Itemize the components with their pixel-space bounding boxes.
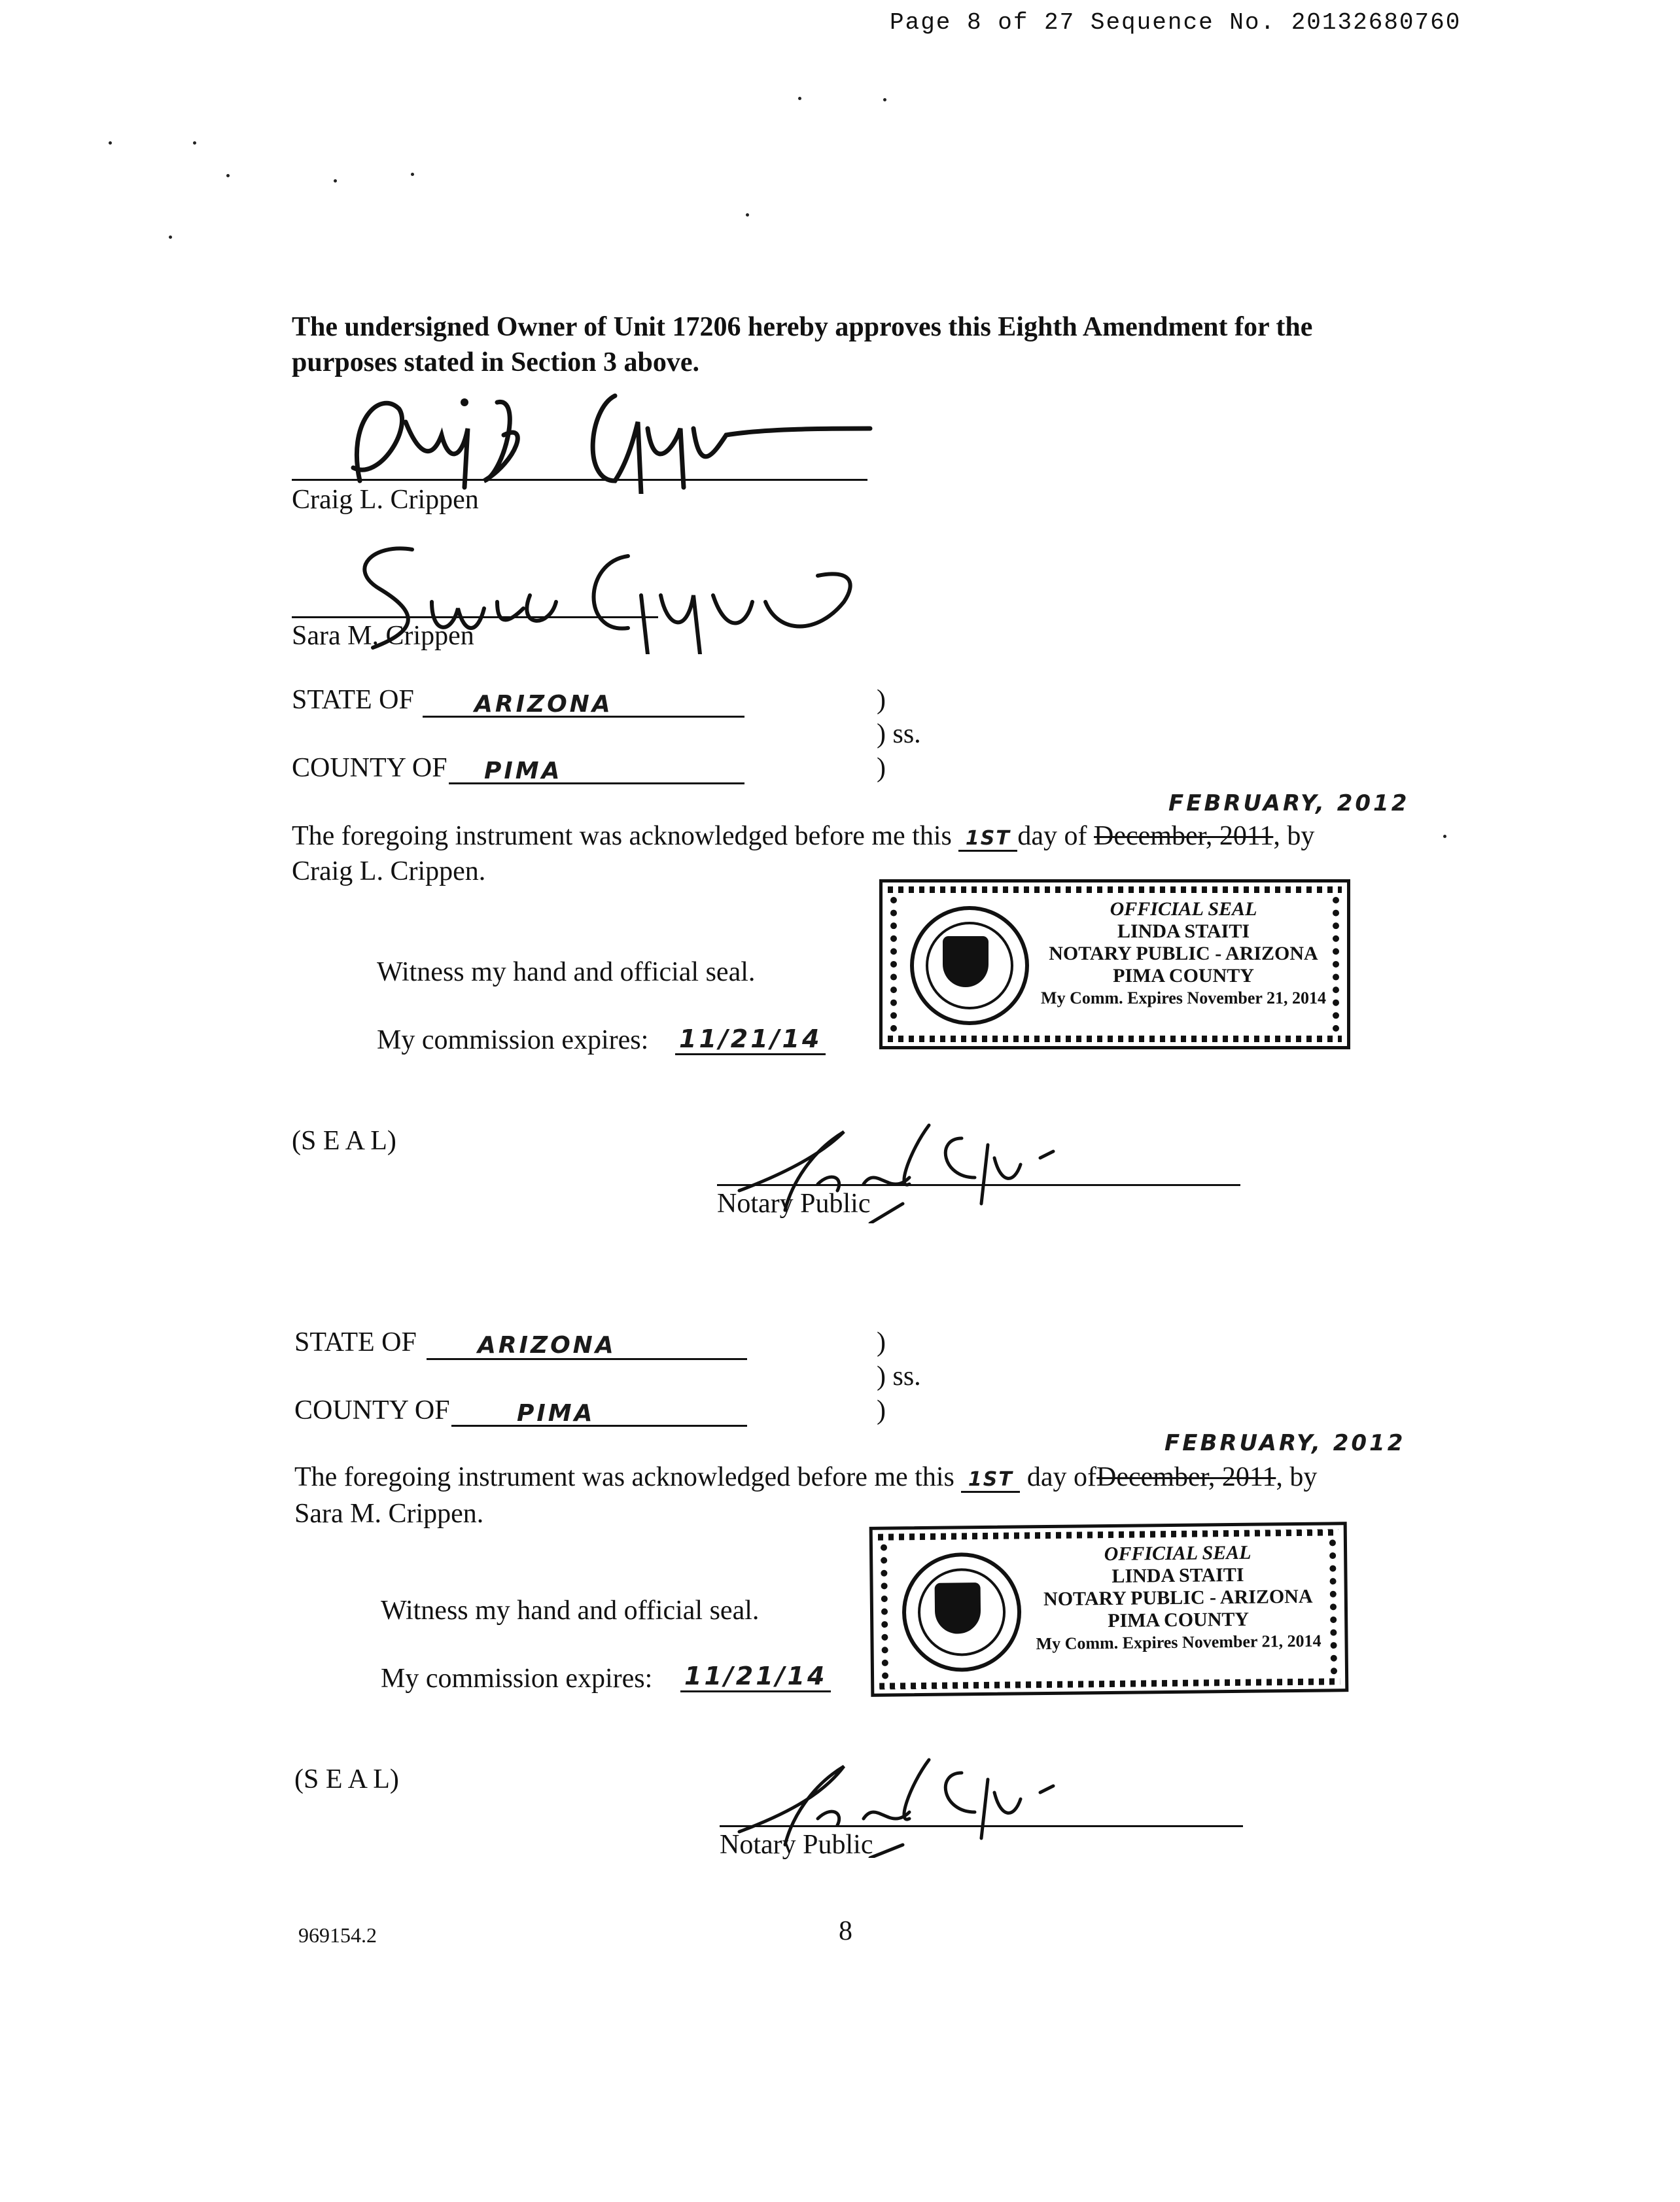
- inserted-date-2: FEBRUARY, 2012: [1164, 1430, 1406, 1456]
- signer-name-2: Sara M. Crippen: [292, 621, 474, 651]
- seal-label-2: (S E A L): [294, 1764, 399, 1794]
- scan-speck: [411, 173, 414, 176]
- scan-speck: [169, 236, 172, 239]
- signer-name-1: Craig L. Crippen: [292, 485, 479, 515]
- commission-value-2: 11/21/14: [680, 1662, 831, 1692]
- county-label-2: COUNTY OF: [294, 1395, 450, 1425]
- seal-text-2: [1027, 1541, 1329, 1655]
- witness-2: Witness my hand and official seal.: [381, 1596, 760, 1626]
- signature-line-1: [292, 479, 867, 481]
- seal-line-2: LINDA STAITI: [1111, 1564, 1244, 1587]
- ss-2: ) ss.: [877, 1361, 921, 1391]
- paren-1b: ): [877, 753, 886, 783]
- approval-line-1: The undersigned Owner of Unit 17206 hereby approves this Eighth Amendment for the: [292, 312, 1313, 342]
- commission-value-1: 11/21/14: [675, 1024, 826, 1055]
- ack-sentence-1: [292, 820, 1314, 852]
- scan-speck: [193, 141, 196, 145]
- state-label-2: STATE OF: [294, 1327, 417, 1357]
- seal-text-1: [1033, 898, 1334, 1009]
- craig-signature: [307, 383, 883, 494]
- witness-1: Witness my hand and official seal.: [377, 957, 756, 987]
- ack-sentence-1a: The foregoing instrument was acknowledged before me this: [292, 821, 952, 851]
- scan-speck: [334, 179, 337, 183]
- scan-speck: [746, 213, 749, 217]
- notary-sign-line-1: [717, 1184, 1240, 1186]
- ack-sentence-1c: , by: [1273, 821, 1315, 851]
- county-value-2: PIMA: [517, 1400, 595, 1427]
- ack-sentence-1b: day of: [1017, 821, 1087, 851]
- seal-line-3: NOTARY PUBLIC - ARIZONA: [1043, 1585, 1313, 1611]
- scan-speck: [883, 98, 886, 101]
- seal-line-4: PIMA COUNTY: [1108, 1608, 1250, 1632]
- seal-line-2: LINDA STAITI: [1117, 920, 1250, 942]
- scan-speck: [226, 174, 230, 177]
- page-sequence-header: Page 8 of 27 Sequence No. 20132680760: [890, 9, 1461, 36]
- state-value-1: ARIZONA: [474, 691, 613, 718]
- day-value-1: 1ST: [958, 827, 1017, 852]
- seal-line-5: My Comm. Expires November 21, 2014: [1036, 1631, 1321, 1654]
- notary-label-1: Notary Public: [717, 1189, 871, 1219]
- commission-label-1: My commission expires:: [377, 1025, 649, 1055]
- seal-line-4: PIMA COUNTY: [1113, 965, 1254, 987]
- notary-seal-2: [869, 1522, 1349, 1697]
- seal-line-5: My Comm. Expires November 21, 2014: [1041, 988, 1326, 1007]
- seal-line-1: OFFICIAL SEAL: [1110, 898, 1257, 920]
- state-label-1: STATE OF: [292, 685, 414, 715]
- day-value-2: 1ST: [961, 1468, 1020, 1493]
- scan-speck: [1443, 835, 1446, 838]
- ss-1: ) ss.: [877, 719, 921, 749]
- ack-person-2: Sara M. Crippen.: [294, 1499, 484, 1529]
- ack-sentence-2a: The foregoing instrument was acknowledged before me this: [294, 1462, 954, 1492]
- scan-speck: [109, 141, 112, 145]
- signature-line-2: [292, 616, 658, 618]
- county-line-2: [451, 1425, 747, 1427]
- seal-line-1: OFFICIAL SEAL: [1104, 1541, 1251, 1565]
- ack-sentence-2c: , by: [1276, 1462, 1318, 1492]
- ack-sentence-2: [294, 1461, 1317, 1493]
- county-label-1: COUNTY OF: [292, 753, 447, 783]
- ack-sentence-2b: day of: [1026, 1462, 1097, 1492]
- document-id: 969154.2: [298, 1923, 377, 1947]
- seal-line-3: NOTARY PUBLIC - ARIZONA: [1049, 943, 1318, 964]
- page-number: 8: [839, 1916, 852, 1946]
- seal-label-1: (S E A L): [292, 1126, 396, 1156]
- inserted-date-1: FEBRUARY, 2012: [1168, 790, 1410, 816]
- state-value-2: ARIZONA: [478, 1332, 616, 1359]
- scan-speck: [798, 97, 801, 100]
- struck-date-1: December, 2011: [1094, 821, 1274, 851]
- notary-seal-1: [879, 879, 1350, 1049]
- paren-1a: ): [877, 685, 886, 715]
- paren-2a: ): [877, 1327, 886, 1357]
- notary-label-2: Notary Public: [720, 1830, 873, 1860]
- approval-line-2: purposes stated in Section 3 above.: [292, 347, 700, 377]
- commission-label-2: My commission expires:: [381, 1664, 653, 1694]
- ack-person-1: Craig L. Crippen.: [292, 856, 486, 886]
- notary-sign-line-2: [720, 1825, 1243, 1827]
- paren-2b: ): [877, 1395, 886, 1425]
- county-value-1: PIMA: [484, 758, 563, 784]
- arizona-seal-emblem-icon: [910, 906, 1029, 1025]
- struck-date-2: December, 2011: [1096, 1462, 1276, 1492]
